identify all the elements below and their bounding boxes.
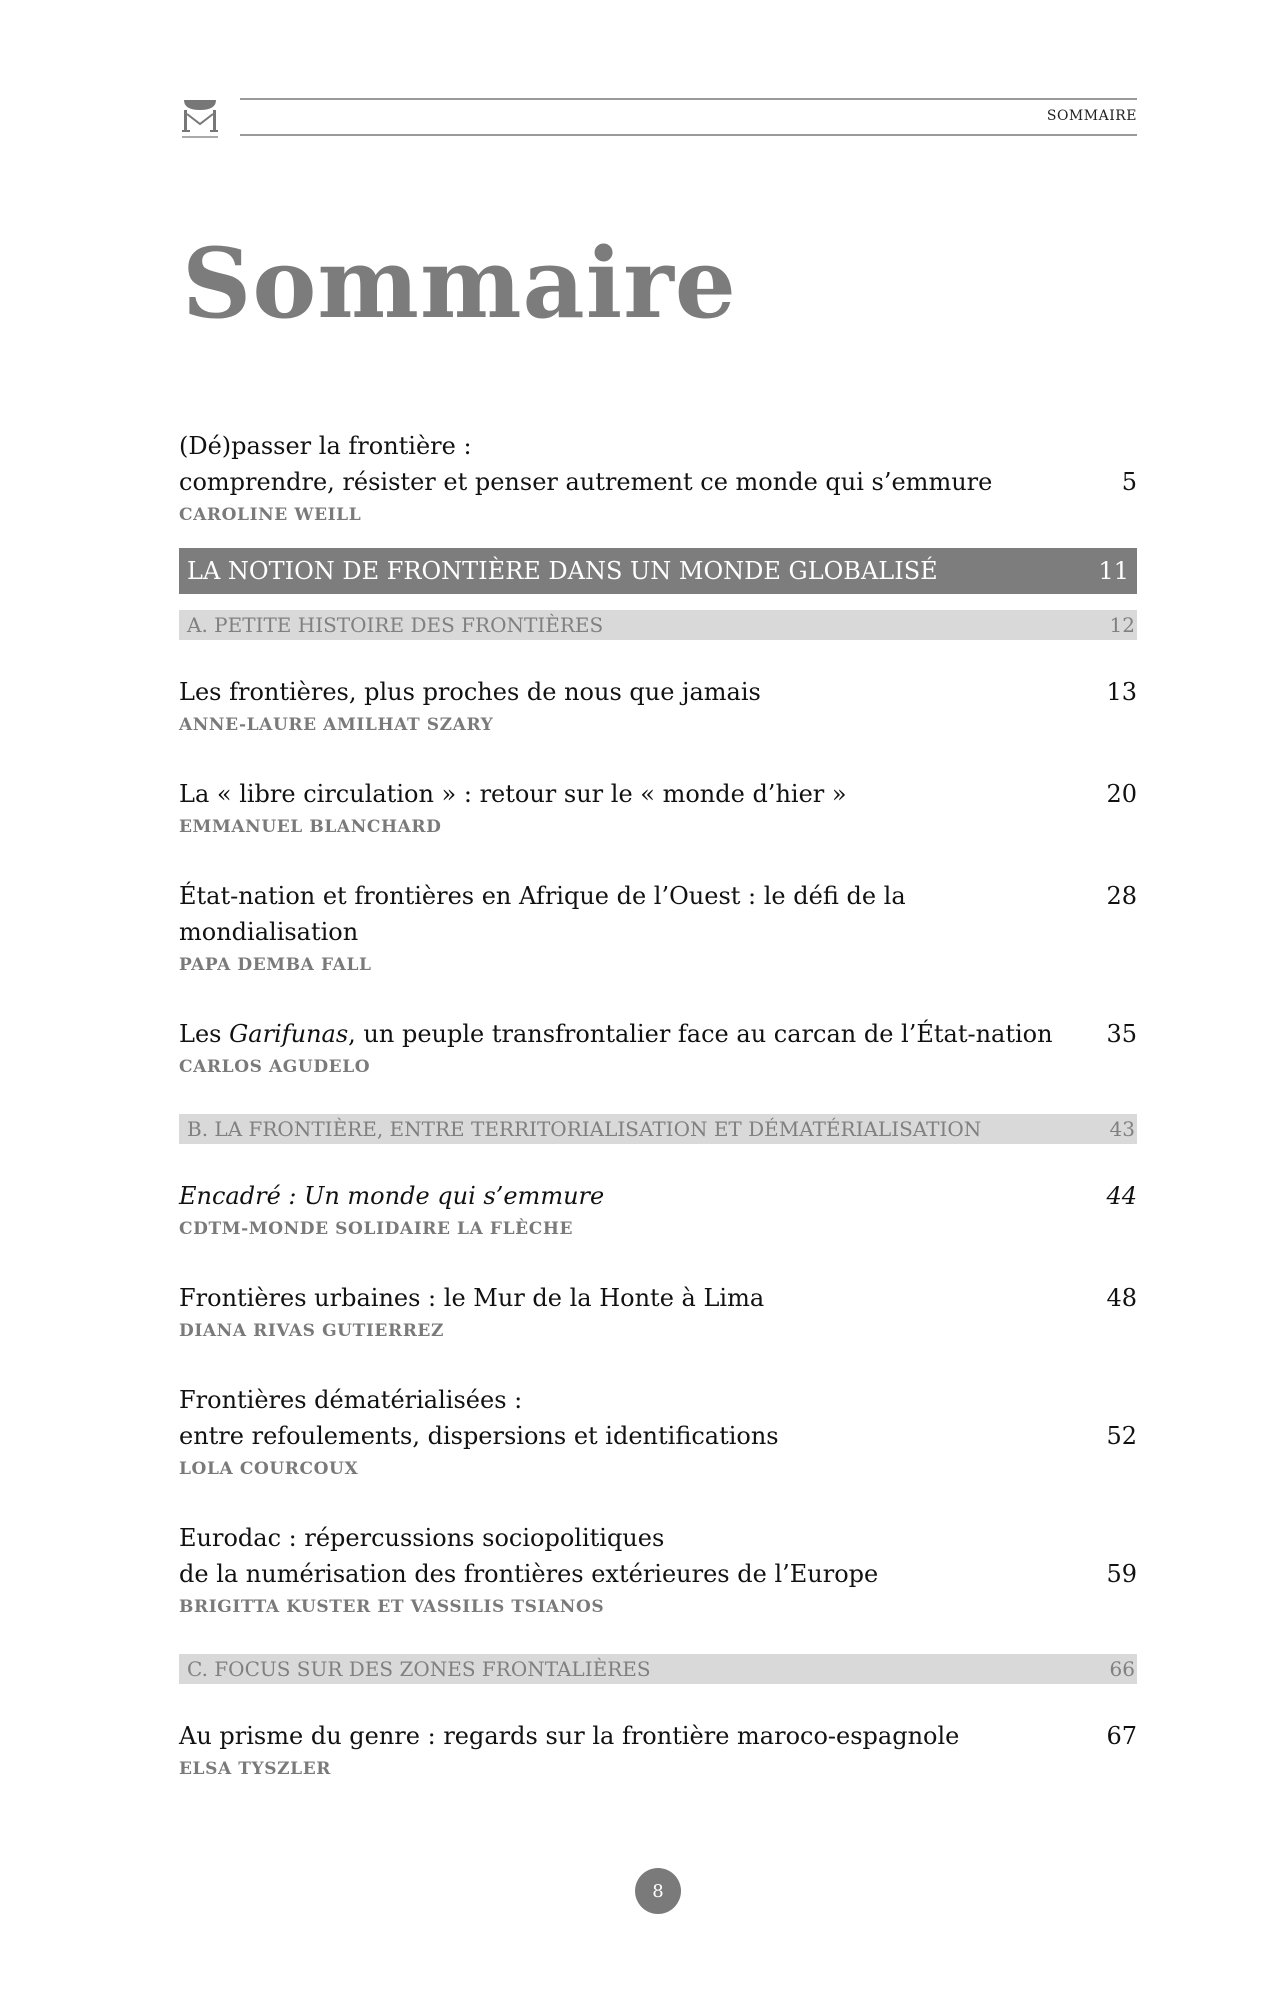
- toc-entry-author: DIANA RIVAS GUTIERREZ: [179, 1321, 444, 1341]
- toc-entry[interactable]: [179, 428, 1137, 528]
- toc-entry-title: Eurodac : répercussions sociopolitiques: [179, 1524, 665, 1552]
- page-number-badge: 8: [635, 1868, 681, 1914]
- toc-page-number: 59: [1106, 1560, 1137, 1588]
- toc-entry[interactable]: [179, 878, 1137, 978]
- toc-entry-author: BRIGITTA KUSTER ET VASSILIS TSIANOS: [179, 1597, 605, 1617]
- publisher-logo-icon: [180, 96, 220, 142]
- section-heading-label: C. FOCUS SUR DES ZONES FRONTALIÈRES: [187, 1657, 651, 1681]
- toc-page-number: 48: [1106, 1284, 1137, 1312]
- toc-page-number: 13: [1106, 678, 1137, 706]
- toc-entry-title: comprendre, résister et penser autrement ce monde qui s’emmure: [179, 468, 993, 496]
- toc-entry-author: LOLA COURCOUX: [179, 1459, 359, 1479]
- toc-entry-author: CARLOS AGUDELO: [179, 1057, 371, 1077]
- page-title: Sommaire: [182, 227, 737, 340]
- toc-entry-title-italic: Garifunas: [229, 1020, 349, 1048]
- toc-entry-title: Frontières dématérialisées :: [179, 1386, 523, 1414]
- toc-page-number: 44: [1106, 1182, 1137, 1210]
- toc-entry-title: État-nation et frontières en Afrique de l’Ouest : le défi de la mondialisation: [179, 882, 906, 946]
- toc-entry-title-part: Les: [179, 1020, 230, 1048]
- header-rule: [240, 134, 1137, 136]
- toc-page-number: 12: [1109, 613, 1135, 637]
- toc-entry[interactable]: [179, 674, 1137, 738]
- section-heading[interactable]: [179, 610, 1137, 640]
- toc-entry-title-part: , un peuple transfrontalier face au carcan de l’État-nation: [348, 1020, 1053, 1048]
- table-of-contents: [179, 428, 1137, 1782]
- toc-entry-title: Au prisme du genre : regards sur la frontière maroco-espagnole: [179, 1722, 960, 1750]
- toc-entry[interactable]: [179, 1718, 1137, 1782]
- toc-entry-author: CDTM-MONDE SOLIDAIRE LA FLÈCHE: [179, 1219, 574, 1239]
- running-header: SOMMAIRE: [1046, 108, 1137, 124]
- toc-entry-title: de la numérisation des frontières extérieures de l’Europe: [179, 1560, 879, 1588]
- section-heading[interactable]: [179, 1114, 1137, 1144]
- toc-entry[interactable]: [179, 1520, 1137, 1620]
- toc-page-number: 28: [1106, 882, 1137, 910]
- toc-entry-author: ELSA TYSZLER: [179, 1759, 332, 1779]
- toc-entry[interactable]: [179, 1280, 1137, 1344]
- toc-page-number: 66: [1109, 1657, 1135, 1681]
- section-heading[interactable]: [179, 1654, 1137, 1684]
- toc-entry-title: (Dé)passer la frontière :: [179, 432, 472, 460]
- toc-entry-author: PAPA DEMBA FALL: [179, 955, 372, 975]
- toc-entry[interactable]: [179, 1178, 1137, 1242]
- toc-entry-title: Frontières urbaines : le Mur de la Honte à Lima: [179, 1284, 765, 1312]
- toc-page-number: 52: [1106, 1422, 1137, 1450]
- toc-page-number: 67: [1106, 1722, 1137, 1750]
- toc-page-number: 35: [1106, 1020, 1137, 1048]
- toc-entry-title: Les frontières, plus proches de nous que jamais: [179, 678, 761, 706]
- toc-entry[interactable]: [179, 1382, 1137, 1482]
- toc-entry-author: CAROLINE WEILL: [179, 505, 362, 525]
- part-heading-label: LA NOTION DE FRONTIÈRE DANS UN MONDE GLOBALISÉ: [187, 557, 938, 585]
- toc-page-number: 20: [1106, 780, 1137, 808]
- toc-entry-title: Encadré : Un monde qui s’emmure: [179, 1182, 605, 1210]
- toc-page-number: 5: [1121, 468, 1137, 496]
- part-heading[interactable]: [179, 548, 1137, 594]
- header-rule: [240, 98, 1137, 100]
- toc-entry-title: [179, 1016, 1097, 1052]
- toc-entry[interactable]: [179, 776, 1137, 840]
- toc-page-number: 11: [1098, 557, 1129, 585]
- toc-entry-title: La « libre circulation » : retour sur le « monde d’hier »: [179, 780, 847, 808]
- section-heading-label: B. LA FRONTIÈRE, ENTRE TERRITORIALISATION ET DÉMATÉRIALISATION: [187, 1117, 982, 1141]
- toc-entry-author: EMMANUEL BLANCHARD: [179, 817, 442, 837]
- toc-page-number: 43: [1109, 1117, 1135, 1141]
- toc-entry[interactable]: [179, 1016, 1137, 1080]
- toc-entry-title: entre refoulements, dispersions et identifications: [179, 1422, 779, 1450]
- toc-entry-author: ANNE-LAURE AMILHAT SZARY: [179, 715, 494, 735]
- section-heading-label: A. PETITE HISTOIRE DES FRONTIÈRES: [187, 613, 604, 637]
